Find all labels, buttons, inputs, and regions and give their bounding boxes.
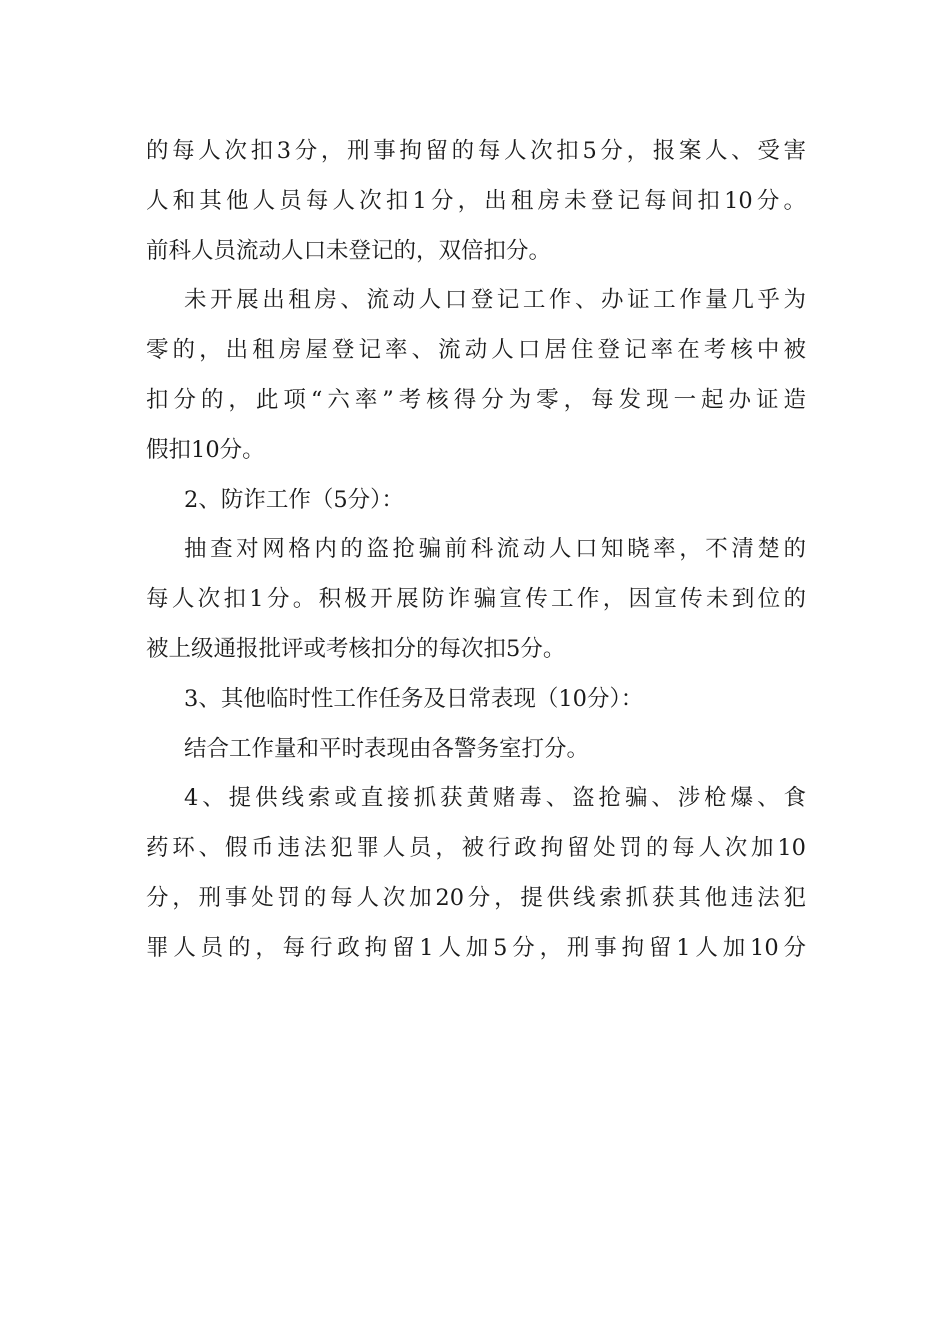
text-line: 扣分的，此项“六率”考核得分为零，每发现一起办证造 [146, 386, 806, 413]
paragraph-start-line: 结合工作量和平时表现由各警务室打分。 [184, 735, 590, 762]
paragraph-start-line: 未开展出租房、流动人口登记工作、办证工作量几乎为 [184, 287, 806, 314]
text-line: 药环、假币违法犯罪人员，被行政拘留处罚的每人次加10 [146, 835, 806, 862]
section-heading: 2、防诈工作（5分）： [184, 486, 404, 513]
document-body [146, 127, 806, 974]
text-line: 分，刑事处罚的每人次加20分，提供线索抓获其他违法犯 [146, 884, 806, 911]
text-line: 的每人次扣3分，刑事拘留的每人次扣5分，报案人、受害 [146, 138, 806, 164]
text-line: 罪人员的，每行政拘留1人加5分，刑事拘留1人加10分 [146, 934, 806, 961]
section-heading: 4、提供线索或直接抓获黄赌毒、盗抢骗、涉枪爆、食 [184, 785, 806, 812]
text-line: 前科人员流动人口未登记的，双倍扣分。 [146, 237, 552, 264]
paragraph-start-line: 抽查对网格内的盗抢骗前科流动人口知晓率，不清楚的 [184, 536, 806, 563]
text-line: 假扣10分。 [146, 436, 265, 463]
text-line: 人和其他人员每人次扣1分，出租房未登记每间扣10分。 [146, 187, 806, 214]
text-line: 零的，出租房屋登记率、流动人口居住登记率在考核中被 [146, 337, 806, 364]
text-line: 每人次扣1分。积极开展防诈骗宣传工作，因宣传未到位的 [146, 586, 806, 613]
section-heading: 3、其他临时性工作任务及日常表现（10分）： [184, 685, 644, 712]
text-line: 被上级通报批评或考核扣分的每次扣5分。 [146, 635, 566, 662]
